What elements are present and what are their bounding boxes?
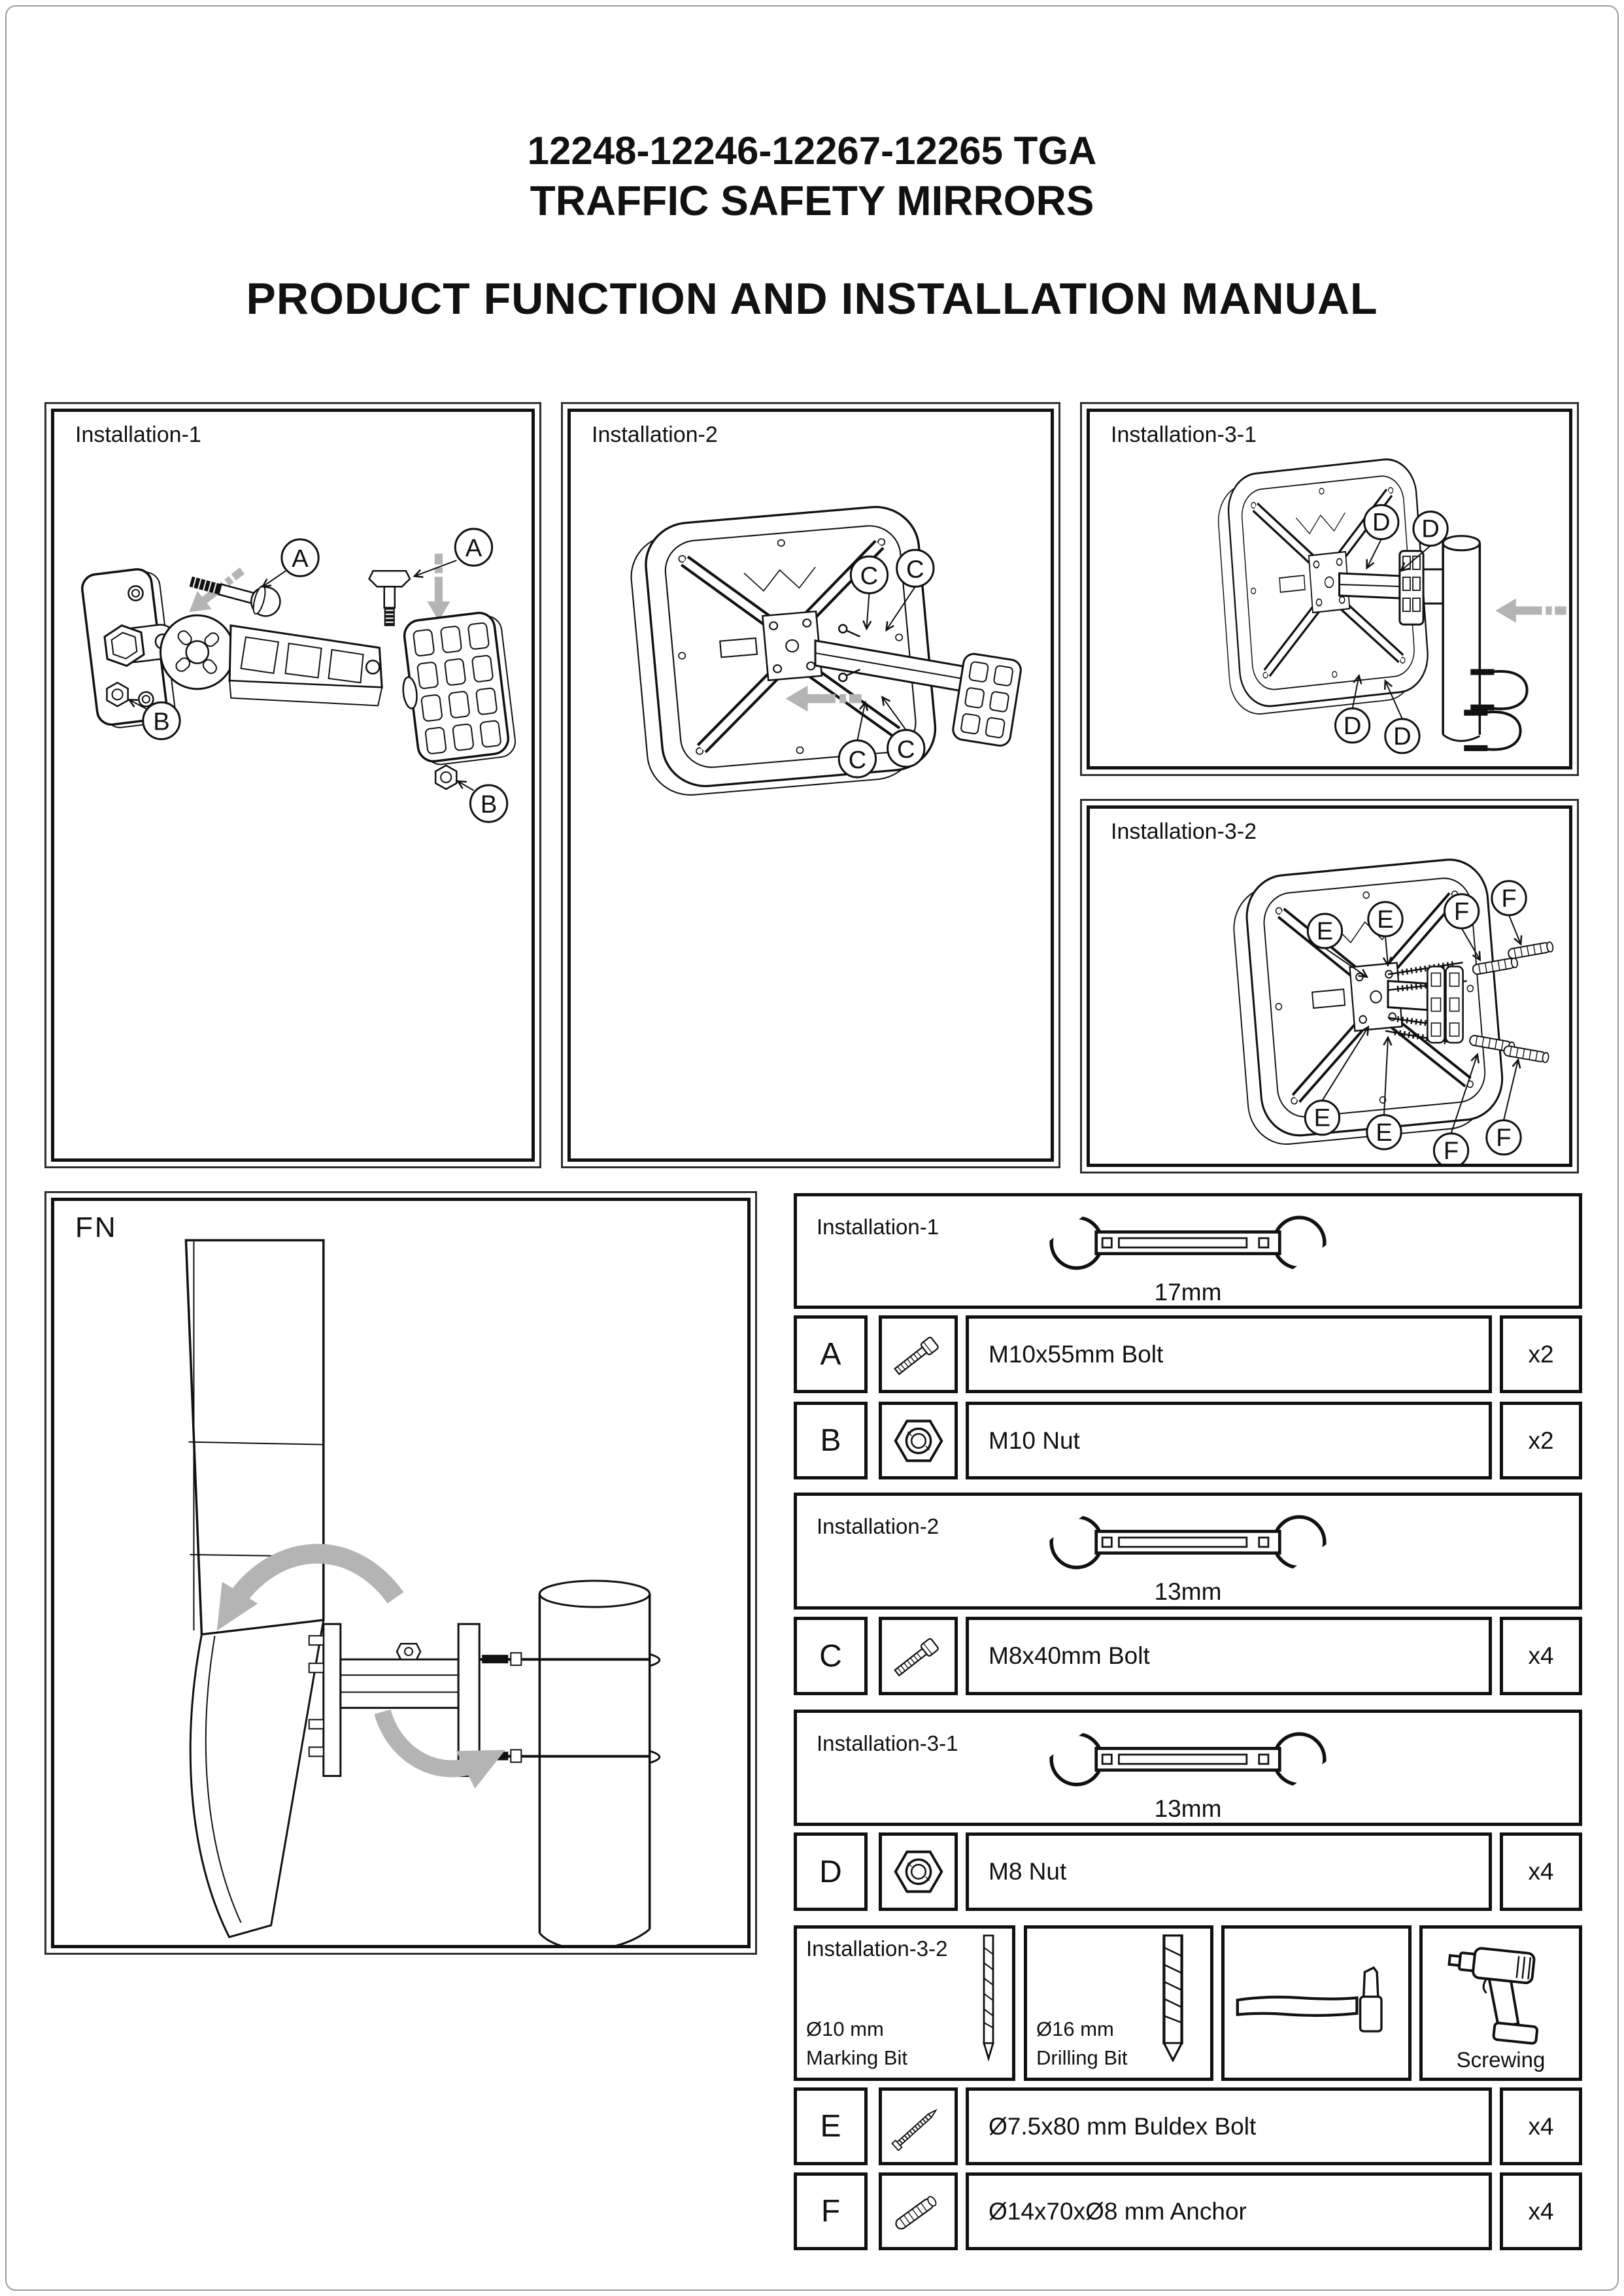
part-key: E: [794, 2087, 868, 2165]
part-key: B: [794, 1402, 868, 1479]
svg-text:E: E: [1377, 905, 1394, 934]
section-label: Installation-2: [817, 1514, 939, 1538]
svg-text:B: B: [153, 707, 170, 736]
tool-name: Marking Bit: [806, 2046, 908, 2069]
table-row: [794, 2172, 1582, 2250]
part-description: M8x40mm Bolt: [966, 1617, 1492, 1695]
part-quantity: x4: [1500, 1832, 1582, 1911]
callout-e: [1308, 914, 1342, 948]
part-quantity: x4: [1500, 1617, 1582, 1695]
panel-title: Installation-2: [588, 422, 722, 448]
svg-text:F: F: [1443, 1136, 1459, 1164]
table-row: [794, 1402, 1582, 1479]
parts-table: [794, 1193, 1582, 2252]
tool-cell-hammer: [1221, 1925, 1412, 2081]
wrench-size: 13mm: [1154, 1795, 1222, 1822]
table-section-installation-3-1: [794, 1710, 1582, 1826]
table-row: [794, 1315, 1582, 1393]
callout-d: [1413, 512, 1447, 546]
installation-3-2-drawing: [1090, 809, 1569, 1164]
part-key: C: [794, 1617, 868, 1695]
installation-3-1-drawing: [1090, 412, 1569, 766]
panel-fn: [44, 1191, 757, 1955]
pole-drawing: [539, 1581, 649, 1945]
panel-installation-3-1: [1080, 402, 1579, 776]
part-description: Ø7.5x80 mm Buldex Bolt: [966, 2087, 1492, 2165]
tool-cell-marking-bit: [794, 1925, 1015, 2081]
callout-e: [1368, 902, 1402, 936]
table-row: [794, 1832, 1582, 1911]
callout-a: [282, 539, 318, 576]
callout-c: [888, 730, 924, 767]
svg-text:C: C: [860, 562, 879, 590]
svg-text:A: A: [292, 545, 309, 573]
clamp-rods-drawing: [479, 1653, 659, 1763]
tool-name: Drilling Bit: [1036, 2046, 1128, 2069]
svg-text:C: C: [896, 735, 915, 764]
callout-b: [143, 702, 180, 739]
part-quantity: x2: [1500, 1402, 1582, 1479]
nut-drawing: [435, 766, 456, 789]
marking-bit-icon: [979, 1934, 998, 2062]
page-title: 12248-12246-12267-12265 TGA: [527, 129, 1097, 173]
callout-c: [851, 556, 887, 593]
bracket-arm-drawing: [309, 1624, 479, 1776]
svg-text:E: E: [1376, 1118, 1393, 1147]
wall-plate-drawing: [951, 652, 1022, 747]
callout-c: [839, 741, 875, 777]
svg-text:B: B: [480, 790, 498, 819]
bolt-icon: [879, 1315, 958, 1393]
callout-a: [455, 529, 492, 566]
part-description: Ø14x70xØ8 mm Anchor: [966, 2172, 1492, 2250]
tool-cell-screwing: [1419, 1925, 1582, 2081]
part-key: A: [794, 1315, 868, 1393]
section-label: Installation-3-2: [806, 1936, 948, 1961]
svg-text:F: F: [1501, 884, 1517, 913]
anchor-icon: [879, 2172, 958, 2250]
page-title-2: TRAFFIC SAFETY MIRRORS: [530, 177, 1094, 224]
wrench-icon: [1043, 1199, 1332, 1287]
nut-icon: [879, 1402, 958, 1479]
panel-title: Installation-3-1: [1107, 422, 1260, 448]
pole-clamp-drawing: [1400, 551, 1443, 624]
svg-text:F: F: [1453, 897, 1470, 926]
wrench-icon: [1043, 1498, 1332, 1586]
callout-d: [1336, 709, 1370, 743]
callout-b: [470, 785, 507, 822]
svg-text:D: D: [1372, 508, 1391, 537]
part-quantity: x4: [1500, 2172, 1582, 2250]
callout-d: [1385, 719, 1419, 753]
panel-installation-3-2: [1080, 799, 1579, 1173]
callout-f: [1487, 1121, 1521, 1155]
installation-1-drawing: [54, 412, 532, 1158]
svg-text:D: D: [1343, 711, 1362, 740]
svg-text:D: D: [1421, 515, 1440, 543]
drilling-bit-icon: [1162, 1934, 1184, 2062]
part-key: D: [794, 1832, 868, 1911]
callout-d: [1364, 505, 1398, 539]
svg-text:F: F: [1496, 1123, 1512, 1152]
table-section-installation-1: [794, 1193, 1582, 1309]
tool-name: Screwing: [1456, 2048, 1546, 2072]
svg-text:C: C: [848, 745, 867, 774]
table-row: [794, 1617, 1582, 1695]
nut-drawing: [107, 683, 128, 706]
section-label: Installation-1: [817, 1215, 939, 1239]
bracket-arm-drawing: [158, 613, 386, 708]
table-section-installation-2: [794, 1493, 1582, 1610]
panel-installation-1: [44, 402, 541, 1168]
svg-text:A: A: [465, 534, 482, 563]
drill-icon: [1443, 1931, 1559, 2048]
mirror-plate-drawing: [395, 611, 517, 768]
wall-plate-drawing: [1427, 966, 1463, 1043]
panel-title: Installation-1: [71, 422, 205, 448]
part-key: F: [794, 2172, 868, 2250]
part-quantity: x4: [1500, 2087, 1582, 2165]
table-row: [794, 2087, 1582, 2165]
panel-title: FN: [71, 1211, 122, 1244]
svg-text:D: D: [1393, 722, 1412, 751]
svg-text:C: C: [906, 555, 924, 584]
bolt-drawing: [369, 571, 410, 626]
panel-title: Installation-3-2: [1107, 819, 1260, 845]
hammer-icon: [1233, 1965, 1400, 2041]
tool-size: Ø10 mm: [806, 2017, 884, 2040]
panel-installation-2: [561, 402, 1060, 1168]
part-description: M8 Nut: [966, 1832, 1492, 1911]
tools-row: [794, 1925, 1582, 2081]
callout-f: [1444, 894, 1478, 928]
callout-e: [1367, 1115, 1401, 1149]
tool-size: Ø16 mm: [1036, 2017, 1114, 2040]
installation-2-drawing: [571, 412, 1051, 1158]
callout-c: [897, 550, 934, 586]
svg-text:E: E: [1316, 917, 1334, 946]
buldex-bolt-icon: [879, 2087, 958, 2165]
tool-cell-drilling-bit: [1024, 1925, 1213, 2081]
wrench-icon: [1043, 1715, 1332, 1803]
callout-e: [1305, 1100, 1339, 1134]
fn-drawing: [54, 1201, 747, 1945]
callout-f: [1492, 881, 1526, 915]
gray-arrow-icon: [1495, 598, 1566, 622]
svg-text:E: E: [1313, 1104, 1331, 1132]
page-subtitle: PRODUCT FUNCTION AND INSTALLATION MANUAL: [246, 274, 1378, 324]
callout-f: [1434, 1134, 1468, 1164]
part-description: M10x55mm Bolt: [966, 1315, 1492, 1393]
nut-icon: [879, 1832, 958, 1911]
section-label: Installation-3-1: [817, 1731, 958, 1755]
wrench-size: 17mm: [1154, 1279, 1222, 1306]
part-description: M10 Nut: [966, 1402, 1492, 1479]
wrench-size: 13mm: [1154, 1578, 1222, 1605]
part-quantity: x2: [1500, 1315, 1582, 1393]
bolt-icon: [879, 1617, 958, 1695]
